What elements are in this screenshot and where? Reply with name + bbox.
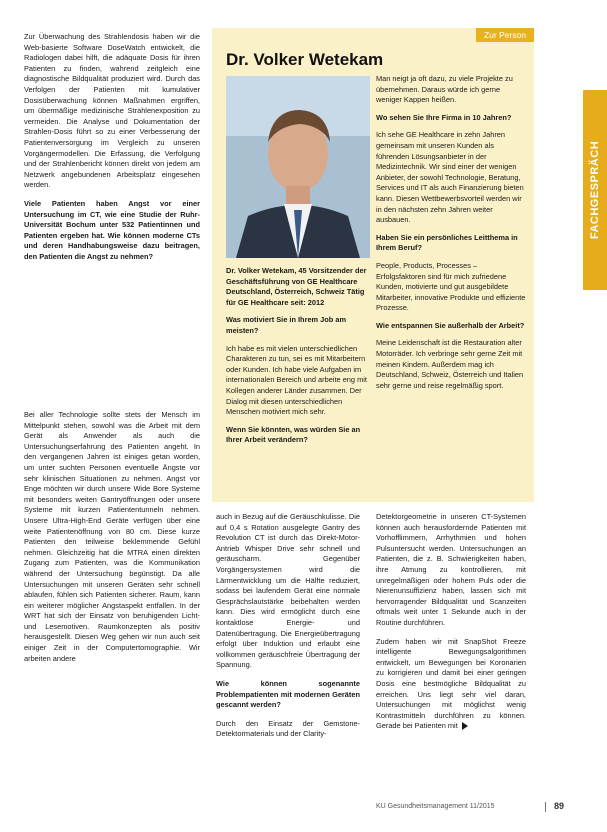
continue-arrow-icon [462, 722, 468, 730]
article-column-1 [24, 32, 200, 270]
paragraph: Detektorgeometrie in unseren CT-Systemen können auch herausfordernde Patienten mit Vorhofflimmern, Arrhythmien und hohen Pulsuntersucht werden. Untersuchungen an Patienten, die z. B. Schwierigkeiten haben, ihre Atmung zu kontrollieren, mit unregelmäßigen oder hohem Puls oder die Nierenunsuffizienz haben, lassen sich mit hervorragender Bildqualität und Scanzeiten oftmals weit unter 1 Sekunde auch in der Routine durchführen. [376, 512, 526, 627]
paragraph: Bei aller Technologie sollte stets der Mensch im Mittelpunkt stehen, sowohl was die Arbeit mit dem Gerät als Anwender als auch die Untersuchungserfahrung des Patienten angeht. In den vergangenen Jahren ist einiges getan worden, um unter suchten Personen eventuelle Ängste vor sehr klinischen Situationen zu nehmen. Angst vor Enge möchten wir durch unsere Wide Bore Systeme mit besonders weiten Gantryöffnungen oder unsere Systeme mit kurzen Patiententunneln nehmen. Unsere Ultra-High-End Geräte verfügen über eine weite Patientenöffnung von 80 cm. Diese kurze Patienten den teilweise beklemmende Gefühl nehmen. Gleichzeitig hat die MTRA einen direkten Zugang zum Patienten, was die Kommunikation während der Untersuchung begünstigt. Da alle Untersuchungen mit unseren Geräten sehr schnell ablaufen, fühlen sich Patienten sicherer. Raum, kann ein weiterer möglicher Angstaspekt entfallen. In der WRT hat sich der Einsatz von beruhigenden Licht- und Lesemotiven. Raumkonzepten als positiv herausgestellt. Diesen Weg gehen wir nun auch seit einiger Zeit in der Computertomographie. Wir arbeiten andere [24, 410, 200, 663]
article-column-3 [376, 512, 526, 740]
answer: Meine Leidenschaft ist die Restauration alter Motorräder. Ich verbringe sehr gerne Zeit mit meinen Kindern. Außerdem mag ich Deutschland, Schweiz, Österreich und Italien sehr gerne und reise regelmäßig sport. [376, 338, 524, 390]
question: Haben Sie ein persönliches Leitthema in Ihrem Beruf? [376, 232, 518, 253]
profile-column-left [226, 266, 372, 453]
profile-bio: Dr. Volker Wetekam, 45 Vorsitzender der Geschäftsführung von GE Healthcare Deutschland, Österreich, Schweiz Tätig für GE Healthcare seit: 2012 [226, 266, 367, 307]
page-number: 89 [554, 801, 565, 811]
paragraph: auch in Bezug auf die Geräuschkulisse. Die auf 0,4 s Rotation ausgelegte Gantry des Revolution CT ist durch das Direkt-Motor-Antrieb Whisper Drive sehr schnell und geräuscharm. Gegenüber Vorgängersystemen wird die Lärmentwicklung um die Hälfte reduziert, sodass bei laufendem Gerät eine normale Gesprächslautstärke beibehalten werden kann. Dies wird ermöglicht durch eine kontaktlose Energie- und Datenübertragung. Die Energieübertragung erfolgt über Induktion und erlaubt eine vollkommen geräuschfreie Übertragung der Spannung. [216, 512, 360, 670]
question: Wie entspannen Sie außerhalb der Arbeit? [376, 320, 525, 330]
paragraph-text: Zudem haben wir mit SnapShot Freeze intelligente Bewegungsalgorithmen entwickelt, um Bewegungen bei Koronarien zu korrigieren und damit bei einer geringen Dosis eine bestmögliche Bildqualität zu erreichen. Uns liegt sehr viel daran, Untersuchungen mit möglichst wenig Kontrastmitteln durchführen zu können. Gerade bei Patienten mit [376, 636, 526, 731]
profile-column-right [376, 74, 526, 398]
answer: Ich sehe GE Healthcare in zehn Jahren gemeinsam mit unseren Kunden als führenden Lösungsanbieter in der Medizintechnik. Wir sind einer der wenigen Anbieter, der sowohl Technologie, Beratung, Services und IT als auch Finanzierung bieten kann. Diesen Wettbewerbsvorteil werden wir in den nächsten zehn Jahren weiter ausbauen. [376, 130, 524, 225]
answer: Ich habe es mit vielen unterschiedlichen Charakteren zu tun, sei es mit Mitarbeitern oder Kunden. Ich habe viele Aufgaben im internationalen Bereich und arbeite eng mit Kollegen anderer Länder zusammen. Der Dialog mit diesen unterschiedlichen Menschen motiviert mich sehr. [226, 343, 367, 417]
portrait-photo [226, 76, 370, 258]
section-tab-label: FACHGESPRÄCH [589, 140, 601, 240]
question: Was motiviert Sie in Ihrem Job am meisten? [226, 315, 347, 335]
section-tab [583, 90, 607, 290]
question: Wenn Sie könnten, was würden Sie an Ihrer Arbeit verändern? [226, 424, 361, 445]
person-profile-box [212, 28, 534, 502]
question: Viele Patienten haben Angst vor einer Untersuchung im CT, wie eine Studie der Ruhr-Universität Bochum unter 532 Patientinnen und Patienten ergeben hat. Wie können moderne CTs und deren Handhabungsweise dazu beitragen, den Patienten die Angst zu nehmen? [24, 198, 200, 261]
person-name: Dr. Volker Wetekam [226, 50, 384, 69]
journal-footer: KU Gesundheitsmanagement 11/2015 [376, 803, 495, 810]
answer: Man neigt ja oft dazu, zu viele Projekte zu übernehmen. Daraus würde ich gerne weniger Kappen heißen. [376, 74, 513, 105]
answer: People, Products, Processes – Erfolgsfaktoren sind für mich zufriedene Kunden, motivierte und gut ausgebildete Mitarbeiter, innovative Produkte und effiziente Prozesse. [376, 260, 526, 313]
question: Wo sehen Sie Ihre Firma in 10 Jahren? [376, 112, 512, 122]
profile-tag: Zur Person [476, 28, 534, 42]
article-column-1-continued [24, 410, 200, 672]
paragraph: Zur Überwachung des Strahlendosis haben wir die Web-basierte Software DoseWatch entwickelt, die Radiologen dabei hilft, die adäquate Dosis für ihren Patienten zu finden, wahrend zeitgleich eine diagnostische Bildqualität produziert wird. Durch das Verfolgen der Patienten mit kumulativer Dosisüberwachung können Maßnahmen ergriffen, um übermäßige medizinische Strahlenexposition zu vermeiden. Die Analyse und Dokumentation der Strahlen-Dosis führt so zu einer Verbesserung der Patientenversorgung im Vergleich zu unseren Vorgängermodellen. Die Erfassung, die Verfolgung und der Strahlenbericht können direkt von jedem am Netzwerk angebundenen Arbeitsplatz eingesehen werden. [24, 32, 200, 190]
footer-divider [545, 802, 546, 812]
article-column-2 [216, 512, 360, 748]
question: Wie können sogenannte Problempatienten mit modernen Geräten gescannt werden? [216, 678, 360, 710]
paragraph: Durch den Einsatz der Gemstone-Detektormaterials und der Clarity- [216, 718, 360, 739]
paragraph [376, 637, 526, 732]
